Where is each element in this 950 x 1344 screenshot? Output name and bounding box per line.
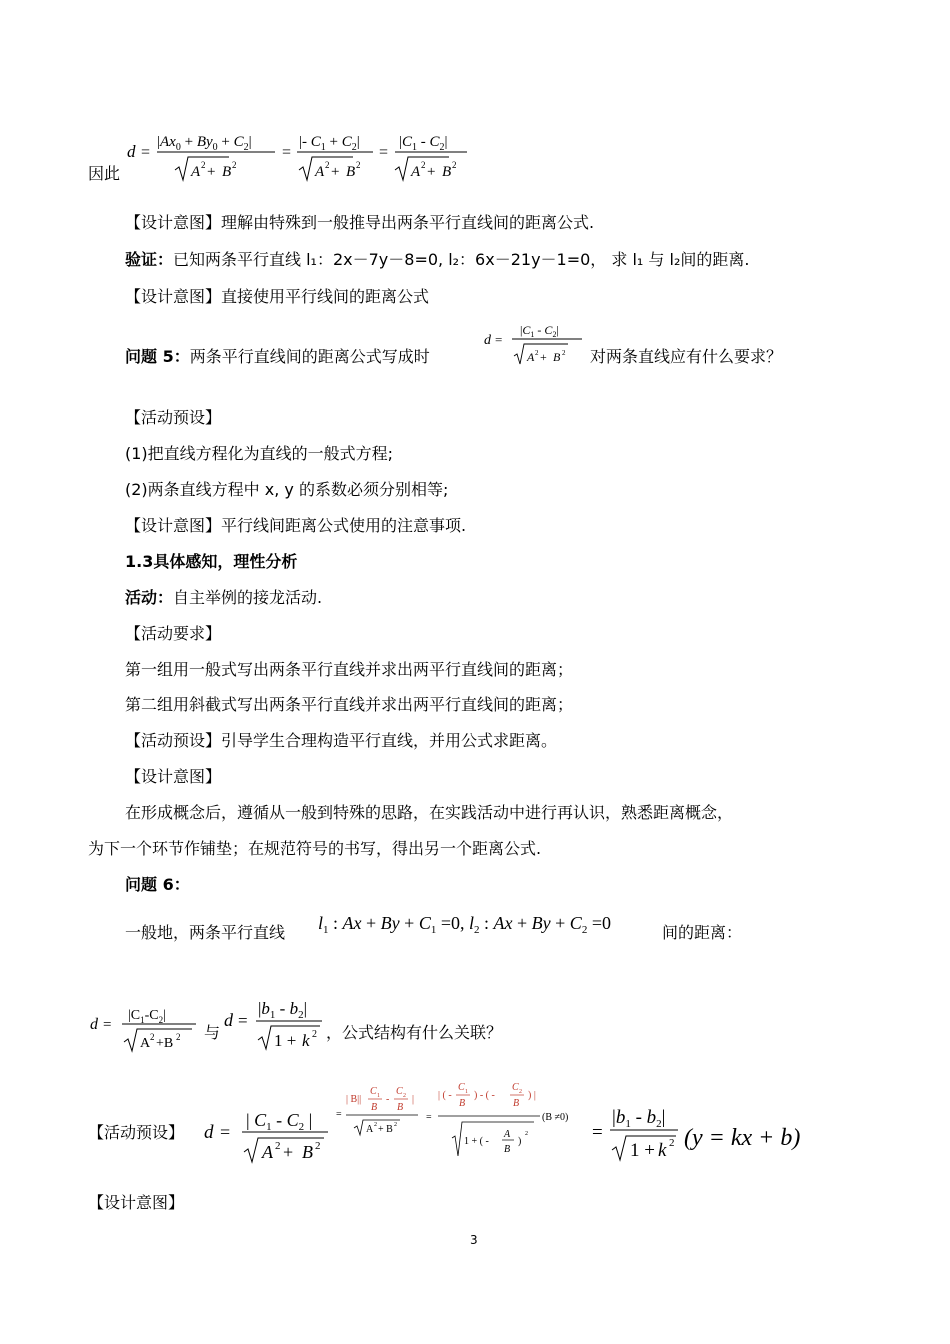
svg-text:=: = <box>495 332 503 347</box>
svg-text:+: + <box>283 1142 294 1162</box>
svg-text:2: 2 <box>394 1122 397 1128</box>
intro-word: 因此 <box>88 164 121 183</box>
svg-text:1: 1 <box>465 1089 468 1095</box>
formula-distance-inline <box>482 318 592 370</box>
svg-text:|- C1 + C2|: |- $C_1 + C_2|$ <box>299 134 360 153</box>
svg-text:| B||: | B|| <box>346 1094 362 1105</box>
activity-preset-2: 【活动预设】引导学生合理构造平行直线，并用公式求距离。 <box>125 731 558 750</box>
activity-preset-1-item2: (2)两条直线方程中 x, y 的系数必须分别相等; <box>125 480 449 499</box>
svg-text:|Ax0 + By0 + C2|: $|Ax_0 + By_0 + C_2|$ <box>157 134 252 153</box>
svg-text:| C1 - C2 |: | $C_1 - C_2$ | <box>246 1110 313 1133</box>
svg-text:+: + <box>331 164 340 180</box>
svg-text:|: | <box>412 1094 415 1105</box>
design-intent-1: 【设计意图】理解由特殊到一般推导出两条平行直线间的距离公式. <box>125 213 595 232</box>
question6-text-before: 一般地，两条平行直线 <box>125 923 286 942</box>
svg-text:+ B: + B <box>378 1124 393 1135</box>
svg-text:2: 2 <box>421 160 426 170</box>
verify-label: 验证： <box>125 250 174 269</box>
svg-text:=: = <box>238 1011 248 1030</box>
svg-text:2: 2 <box>403 1093 406 1099</box>
svg-text:d: d <box>90 1016 98 1033</box>
formula-distance-general <box>125 124 485 186</box>
section-heading: 1.3具体感知，理性分析 <box>125 552 298 571</box>
activity-requirements-group1: 第一组用一般式写出两条平行直线并求出两平行直线间的距离； <box>125 660 574 679</box>
compare-connector: 与 <box>204 1023 221 1042</box>
verify-paragraph <box>125 249 749 271</box>
svg-text:2: 2 <box>356 160 361 170</box>
svg-text:|C1 - C2|: $|C_1 - C_2|$ <box>520 323 559 339</box>
svg-text:1: 1 <box>377 1093 380 1099</box>
svg-text:A: A <box>527 350 535 364</box>
svg-text:=: = <box>592 1122 603 1143</box>
svg-text:|b1 - b2|: $|b_1 - b_2|$ <box>258 999 307 1021</box>
formula-slope-intercept <box>222 990 332 1054</box>
svg-text:2: 2 <box>519 1089 522 1095</box>
design-intent-3: 【设计意图】平行线间距离公式使用的注意事项. <box>125 516 467 535</box>
question5-text-after: 对两条直线应有什么要求？ <box>590 347 783 366</box>
svg-text:2: 2 <box>201 160 206 170</box>
svg-text:2: 2 <box>232 160 237 170</box>
svg-text:B: B <box>371 1102 378 1113</box>
svg-text:l1 : Ax + By + C1 =0, l2 : A: $l_1$ : $Ax + By + C_1 =0$, $l_2$ : $Ax + By + C_2 =0$ <box>318 913 611 936</box>
design-intent-4-line2: 为下一个环节作铺垫；在规范符号的书写，得出另一个距离公式. <box>88 839 542 858</box>
activity-preset-1-item1: (1)把直线方程化为直线的一般式方程; <box>125 444 394 463</box>
activity-requirements-group2: 第二组用斜截式写出两条平行直线并求出两平行直线间的距离； <box>125 695 574 714</box>
question5-label: 问题 5： <box>125 347 190 366</box>
svg-text:2: 2 <box>562 349 566 357</box>
svg-text:2: 2 <box>150 1032 155 1042</box>
svg-text:-: - <box>386 1094 390 1105</box>
svg-text:=: = <box>103 1017 112 1033</box>
compare-text-after: ，公式结构有什么关联？ <box>326 1023 503 1042</box>
svg-text:+: + <box>207 164 216 180</box>
svg-text:|b1 - b2|: $|b_1 - b_2|$ <box>612 1107 666 1130</box>
svg-text:|C1-C2|: $|C_1-C_2|$ <box>128 1008 166 1025</box>
svg-text:C: C <box>458 1082 465 1093</box>
svg-text:A: A <box>411 164 421 180</box>
svg-text:B: B <box>302 1142 313 1162</box>
svg-text:) - ( -: ) - ( - <box>474 1090 495 1101</box>
svg-text:B: B <box>397 1102 404 1113</box>
derivation-tail: (y = kx + b) <box>684 1125 801 1151</box>
question5-text-before: 两条平行直线间的距离公式写成时 <box>189 347 430 366</box>
svg-text:=: = <box>220 1122 231 1142</box>
svg-text:) |: ) | <box>528 1090 536 1101</box>
svg-text:=: = <box>336 1109 342 1120</box>
activity-label: 活动： <box>125 588 174 607</box>
formula-derivation-step1 <box>334 1080 426 1146</box>
formula-derivation-step2 <box>424 1076 599 1168</box>
design-intent-5: 【设计意图】 <box>88 1193 185 1212</box>
verify-text: 已知两条平行直线 l₁：2x－7y－8=0, l₂：6x－21y－1=0， 求 l₁ 与 l₂间的距离. <box>173 250 750 269</box>
svg-text:B: B <box>513 1098 520 1109</box>
activity-requirements-heading: 【活动要求】 <box>125 624 222 643</box>
svg-text:C: C <box>396 1086 403 1097</box>
question6-label: 问题 6： <box>125 875 190 894</box>
design-intent-4-line1: 在形成概念后，遵循从一般到特殊的思路，在实践活动中进行再认识，熟悉距离概念， <box>125 803 734 822</box>
svg-text:d: d <box>204 1122 214 1143</box>
svg-text:A: A <box>315 164 325 180</box>
svg-text:2: 2 <box>312 1029 317 1040</box>
svg-text:+: + <box>540 350 547 364</box>
activity-preset-3: 【活动预设】 <box>88 1123 185 1142</box>
svg-text:2: 2 <box>452 160 457 170</box>
svg-text:2: 2 <box>275 1140 281 1152</box>
question6-text-after: 间的距离： <box>662 923 743 942</box>
svg-text:2: 2 <box>176 1032 181 1042</box>
svg-text:B: B <box>442 164 452 180</box>
svg-text:A: A <box>504 1129 511 1140</box>
svg-text:B: B <box>346 164 356 180</box>
formula-two-lines <box>316 905 666 941</box>
svg-text:2: 2 <box>525 1131 528 1137</box>
formula-general-form <box>88 995 203 1055</box>
activity-preset-1-heading: 【活动预设】 <box>125 408 222 427</box>
svg-text:=: = <box>282 144 292 161</box>
svg-text:d: d <box>484 333 491 348</box>
svg-text:=: = <box>426 1112 432 1123</box>
svg-text:|C1 - C2|: $|C_1 - C_2|$ <box>399 134 448 153</box>
svg-text:=: = <box>379 144 389 161</box>
svg-text:k: k <box>302 1031 310 1050</box>
svg-text:2: 2 <box>325 160 330 170</box>
design-intent-2: 【设计意图】直接使用平行线间的距离公式 <box>125 287 430 306</box>
page-number: 3 <box>470 1233 478 1247</box>
design-intent-4-heading: 【设计意图】 <box>125 767 222 786</box>
svg-text:): ) <box>518 1136 522 1147</box>
svg-text:k: k <box>658 1140 667 1161</box>
svg-text:B: B <box>553 350 561 364</box>
svg-text:C: C <box>370 1086 377 1097</box>
svg-text:| ( -: | ( - <box>438 1090 452 1101</box>
formula-derivation-start <box>202 1098 332 1170</box>
activity-text: 自主举例的接龙活动. <box>173 588 323 607</box>
svg-text:A: A <box>191 164 201 180</box>
svg-text:+: + <box>427 164 436 180</box>
svg-text:A: A <box>366 1124 374 1135</box>
svg-text:2: 2 <box>374 1122 377 1128</box>
svg-text:2: 2 <box>669 1137 675 1149</box>
svg-text:2: 2 <box>535 349 539 357</box>
svg-text:=: = <box>141 144 151 161</box>
svg-text:A: A <box>262 1142 273 1162</box>
svg-text:2: 2 <box>315 1140 321 1152</box>
svg-text:1 +: 1 + <box>630 1140 655 1161</box>
derivation-condition: (B ≠0) <box>542 1112 569 1123</box>
svg-text:1 +: 1 + <box>274 1031 297 1050</box>
svg-text:d: d <box>224 1010 233 1030</box>
formula-derivation-result <box>590 1094 682 1166</box>
svg-text:B: B <box>504 1144 511 1155</box>
svg-text:1 + ( -: 1 + ( - <box>464 1136 489 1147</box>
svg-text:d: d <box>127 142 136 161</box>
svg-text:B: B <box>222 164 232 180</box>
svg-text:B: B <box>459 1098 466 1109</box>
activity-paragraph <box>125 587 322 609</box>
question5-before <box>125 346 430 368</box>
svg-text:+B: +B <box>156 1036 174 1051</box>
svg-text:A: A <box>140 1036 151 1051</box>
svg-text:C: C <box>512 1082 519 1093</box>
